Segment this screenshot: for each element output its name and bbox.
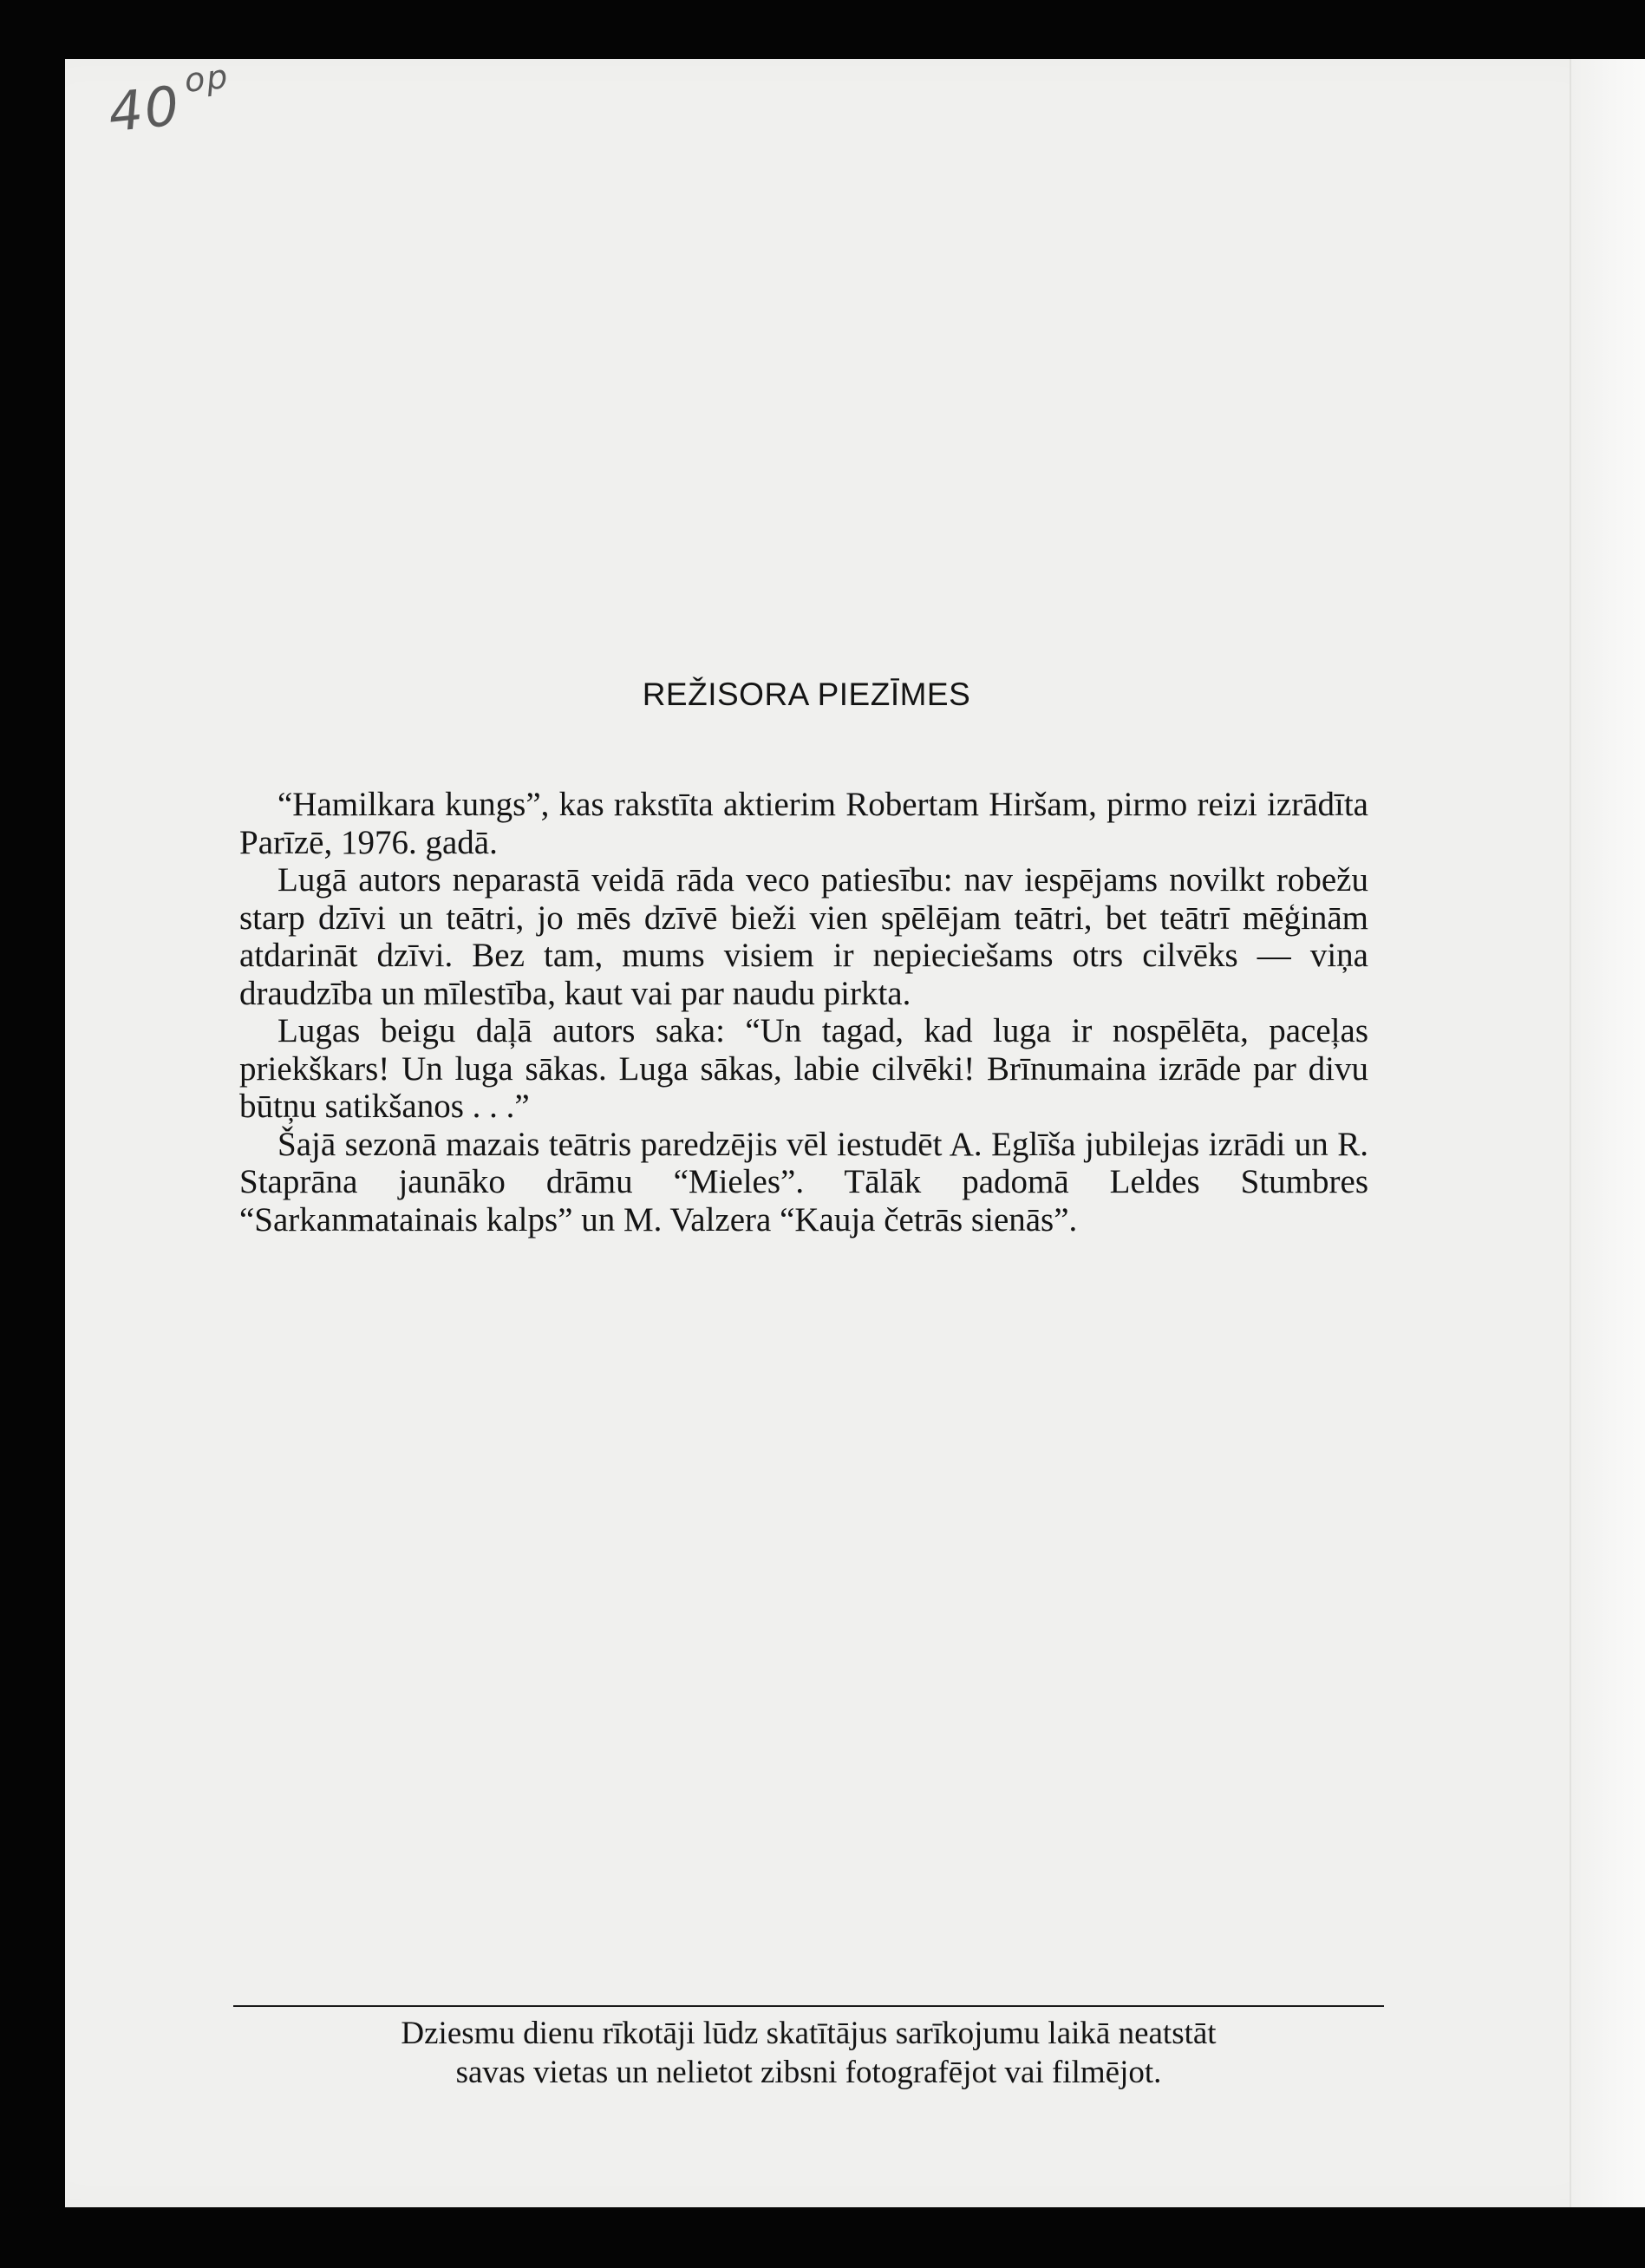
footer-note-line-2: savas vietas un nelietot zibsni fotografējot vai filmējot. (455, 2055, 1162, 2090)
paragraph-2: Lugā autors neparastā veidā rāda veco patiesību: nav iespējams novilkt robežu starp dzīvi un teātri, jo mēs dzīvē bieži vien spēlējam teātri, bet teātrī mēģinām atdarināt dzīvi. Bez tam, mums visiem ir nepieciešams otrs cilvēks — viņa draudzība un mīlestība, kaut vai par naudu pirkta. (239, 861, 1368, 1012)
page-edge (1570, 59, 1645, 2207)
paragraph-1: “Hamilkara kungs”, kas rakstīta aktierim Robertam Hiršam, pirmo reizi izrādīta Parīzē, 1976. gadā. (239, 786, 1368, 861)
handwritten-number: 40 (105, 73, 184, 145)
handwritten-superscript: op (182, 56, 232, 100)
footer-note (233, 2014, 1384, 2092)
body-text (239, 786, 1368, 1239)
footer-divider (233, 2005, 1384, 2007)
handwritten-note (105, 56, 235, 145)
page-title: REŽISORA PIEZĪMES (642, 676, 971, 712)
document-page (65, 56, 1645, 2207)
footer-note-line-1: Dziesmu dienu rīkotāji lūdz skatītājus sarīkojumu laikā neatstāt (401, 2016, 1217, 2051)
paragraph-3: Lugas beigu daļā autors saka: “Un tagad, kad luga ir nospēlēta, paceļas priekškars! Un luga sākas. Luga sākas, labie cilvēki! Brīnumaina izrāde par divu būtņu satikšanos . . .” (239, 1012, 1368, 1125)
paragraph-4: Šajā sezonā mazais teātris paredzējis vēl iestudēt A. Eglīša jubilejas izrādi un R. Staprāna jaunāko drāmu “Mieles”. Tālāk padomā Leldes Stumbres “Sarkanmatainais kalps” un M. Valzera “Kauja četrās sienās”. (239, 1125, 1368, 1239)
